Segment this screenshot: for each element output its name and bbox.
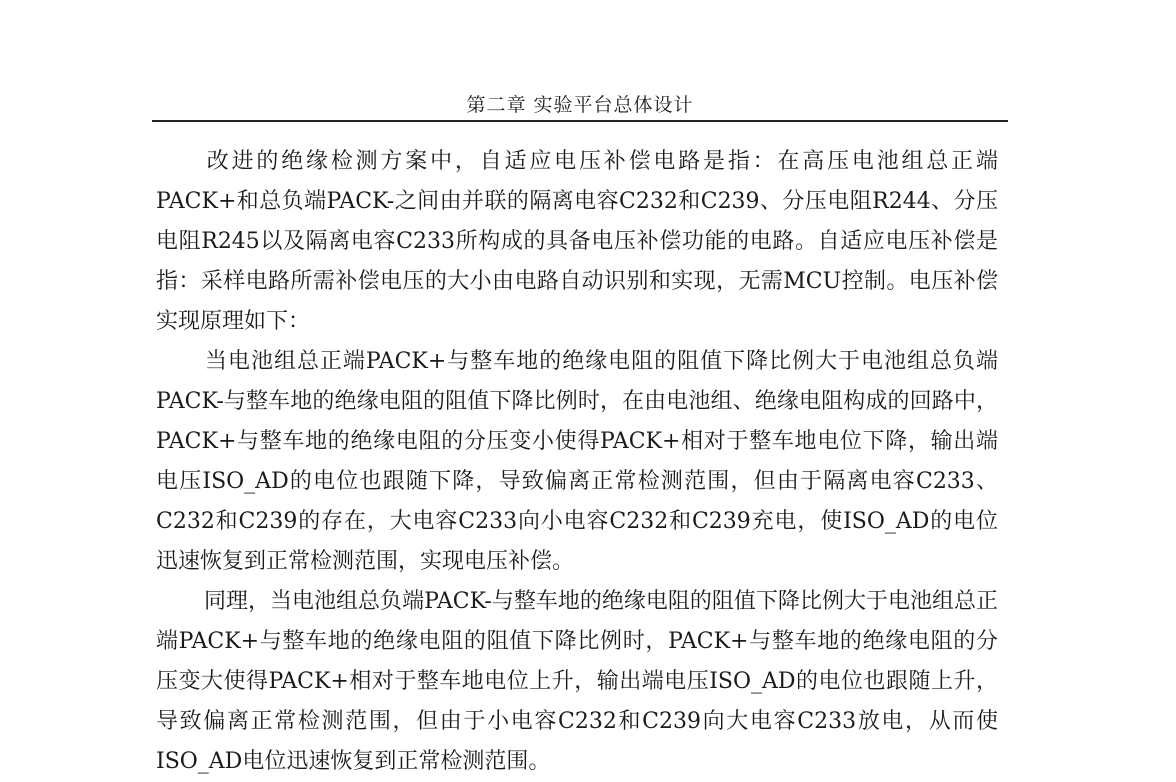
chapter-title: 第二章 实验平台总体设计	[466, 94, 694, 116]
paragraph-text: 同理，当电池组总负端PACK-与整车地的绝缘电阻的阻值下降比例大于电池组总正端PACK+与整车地的绝缘电阻的阻值下降比例时，PACK+与整车地的绝缘电阻的分压变大使得PACK+相对于整车地电位上升，输出端电压ISO_AD的电位也跟随上升，导致偏离正常检测范围，但由于小电容C232和C239向大电容C233放电，从而使ISO_AD电位迅速恢复到正常检测范围。	[156, 589, 998, 774]
paragraph-text: 改进的绝缘检测方案中，自适应电压补偿电路是指：在高压电池组总正端PACK+和总负端PACK-之间由并联的隔离电容C232和C239、分压电阻R244、分压电阻R245以及隔离电容C233所构成的具备电压补偿功能的电路。自适应电压补偿是指：采样电路所需补偿电压的大小由电路自动识别和实现，无需MCU控制。电压补偿实现原理如下：	[156, 149, 998, 334]
paragraph	[156, 142, 998, 342]
paragraph-text: 当电池组总正端PACK+与整车地的绝缘电阻的阻值下降比例大于电池组总负端PACK-与整车地的绝缘电阻的阻值下降比例时，在由电池组、绝缘电阻构成的回路中，PACK+与整车地的绝缘电阻的分压变小使得PACK+相对于整车地电位下降，输出端电压ISO_AD的电位也跟随下降，导致偏离正常检测范围，但由于隔离电容C233、C232和C239的存在，大电容C233向小电容C232和C239充电，使ISO_AD的电位迅速恢复到正常检测范围，实现电压补偿。	[156, 349, 998, 574]
paragraph	[156, 342, 998, 582]
paragraph	[156, 582, 998, 782]
chapter-header	[152, 92, 1008, 122]
body-text	[156, 142, 998, 782]
